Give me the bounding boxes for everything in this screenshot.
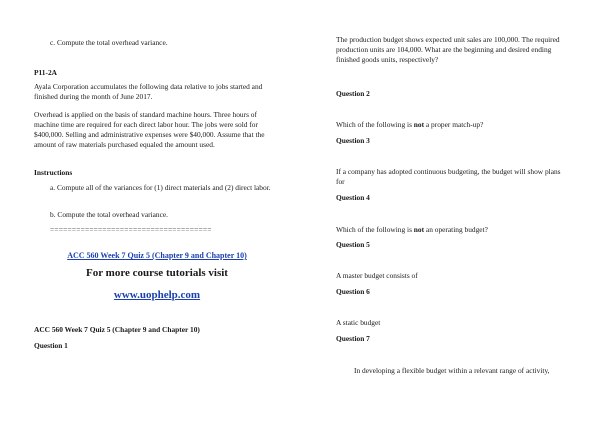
question-7-text: In developing a flexible budget within a relevant range of activity,: [354, 366, 550, 375]
question-5-text: A master budget consists of: [336, 271, 418, 280]
question-3-label: Question 3: [336, 136, 370, 145]
problem-intro: Ayala Corporation accumulates the following data relative to jobs started and finished during the month of June 2017.: [34, 82, 263, 101]
question-4-label: Question 4: [336, 193, 370, 202]
overhead-text: Overhead is applied on the basis of standard machine hours. Three hours of machine time are required for each direct labor hour. The jobs were sold for $400,000. Selling and administrative expenses were $40,000. Assume that the amount of raw materials purchased equaled the amount used.: [34, 110, 265, 149]
question-2-label: Question 2: [336, 89, 370, 98]
instruction-a: a. Compute all of the variances for (1) direct materials and (2) direct labor.: [50, 183, 271, 192]
promo-text: For more course tutorials visit: [86, 267, 228, 279]
question-6-text: A static budget: [336, 318, 381, 327]
question-6-label: Question 6: [336, 287, 370, 296]
question-3-text: If a company has adopted continuous budgeting, the budget will show plans for: [336, 167, 561, 186]
quiz-title: ACC 560 Week 7 Quiz 5 (Chapter 9 and Chapter 10): [34, 325, 200, 334]
production-question-text: The production budget shows expected unit sales are 100,000. The required production units are 104,000. What are the beginning and desired ending finished goods units, respectively?: [336, 35, 560, 64]
question-7-label: Question 7: [336, 334, 370, 343]
instructions-heading: Instructions: [34, 168, 73, 177]
item-c-text: c. Compute the total overhead variance.: [50, 38, 168, 47]
instruction-b: b. Compute the total overhead variance.: [50, 210, 169, 219]
question-4-text: Which of the following is not an operating budget?: [336, 225, 488, 234]
separator-line: =====================================: [50, 225, 212, 234]
site-link[interactable]: www.uophelp.com: [113, 289, 201, 301]
question-2-text: Which of the following is not a proper match-up?: [336, 120, 484, 129]
problem-id: P11-2A: [34, 68, 57, 77]
quiz-link[interactable]: ACC 560 Week 7 Quiz 5 (Chapter 9 and Chapter 10): [67, 251, 247, 260]
question-1-label: Question 1: [34, 341, 68, 350]
question-5-label: Question 5: [336, 240, 370, 249]
